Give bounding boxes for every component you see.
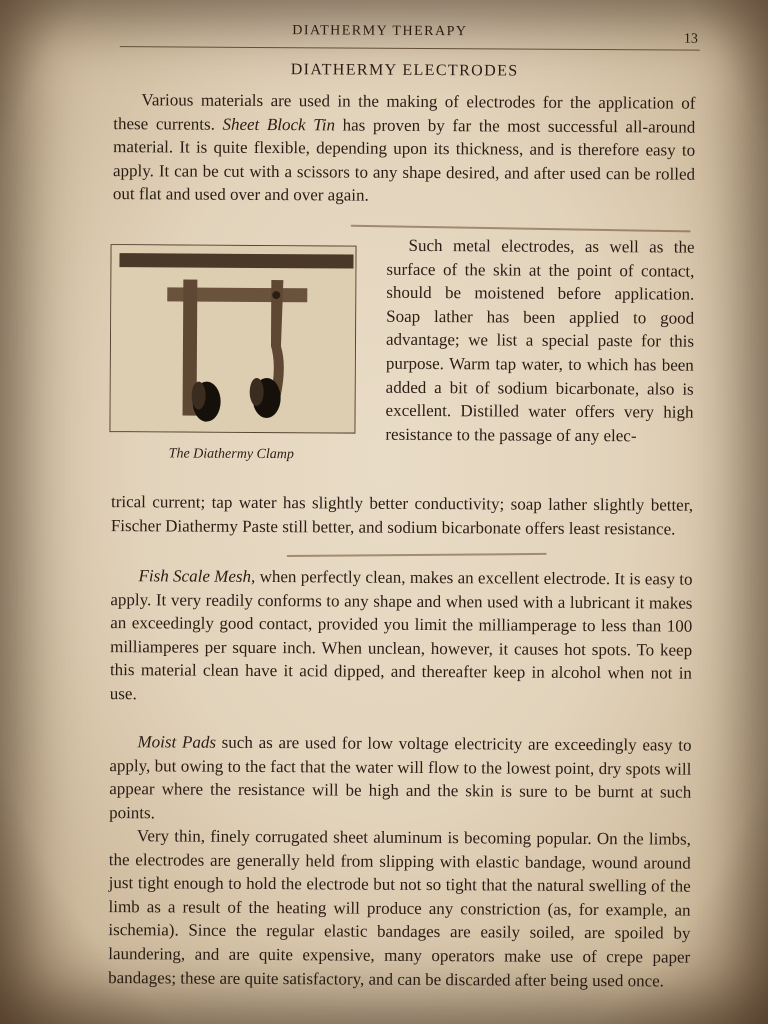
- paragraph-text: has proven by far the most successful all-around material. It is quite flexible, depending upon its thickness, and is therefore easy to apply. It can be cut with a scissors to any shape desired, and after used can be rolled out flat and used over and over again.: [112, 115, 696, 206]
- running-head-title: DIATHERMY THERAPY: [292, 23, 468, 40]
- term-fish-scale-mesh: Fish Scale Mesh,: [138, 566, 256, 586]
- paragraph-sheet-block-tin: [113, 88, 696, 210]
- paragraph-aluminum: Very thin, finely corrugated sheet aluminum is becoming popular. On the limbs, the electrodes are generally held from slipping with elastic bandage, wound around just tight enough to hold the electrode but not so tight that the natural swelling of the limb as a result of the heating will produce any constriction (as, for example, an ischemia). Since the regular elastic bandages are easily soiled, are spoiled by laundering, and are quite expensive, many operators make use of crepe paper bandages; these are quite satisfactory, and can be discarded after being used once.: [108, 826, 692, 991]
- paragraph-metal-electrodes-continued: trical current; tap water has slightly better conductivity; soap lather slightly better, Fischer Diathermy Paste still better, and sodium bicarbonate offers least resistance.: [110, 492, 694, 539]
- paragraph-fish-scale-mesh: [110, 564, 693, 709]
- pencil-underline: [351, 225, 691, 233]
- paragraph-text: Various materials are used in the making of electrodes for the application of these currents.: [113, 90, 696, 134]
- diathermy-clamp-illustration: [109, 244, 356, 433]
- figure-caption: The Diathermy Clamp: [168, 446, 294, 463]
- running-head: [120, 18, 700, 51]
- section-title: DIATHERMY ELECTRODES: [290, 61, 519, 80]
- paragraph-text: such as are used for low voltage electricity are exceedingly easy to apply, but owing to the fact that the water will flow to the lowest point, dry spots will appear where the resistance will be high and the skin is sure to be burnt at such points.: [109, 732, 692, 823]
- pencil-underline: [287, 553, 547, 557]
- paragraph-text: when perfectly clean, makes an excellent electrode. It is easy to apply. It very readily conforms to any shape and when used with a lubricant it makes an exceedingly good contact, provided you limit the milliamperage to less than 100 milliamperes per square inch. When unclean, however, it causes hot spots. To keep this material clean have it acid dipped, and thereafter keep in alcohol when not in use.: [109, 566, 693, 704]
- page-number: 13: [683, 31, 698, 47]
- paragraph-metal-electrodes: Such metal electrodes, as well as the surface of the skin at the point of contact, should be moistened before application. Soap lather has been applied to good advantage; we list a special paste for this purpose. Warm tap water, to which has been added a bit of sodium bicarbonate, also is excellent. Distilled water offers very high resistance to the passage of any elec-: [385, 235, 695, 446]
- diathermy-clamp-icon: [110, 245, 355, 432]
- book-page: [94, 12, 710, 1016]
- term-sheet-block-tin: Sheet Block Tin: [222, 114, 336, 135]
- term-moist-pads: Moist Pads: [137, 732, 217, 752]
- paragraph-moist-pads: [109, 730, 692, 828]
